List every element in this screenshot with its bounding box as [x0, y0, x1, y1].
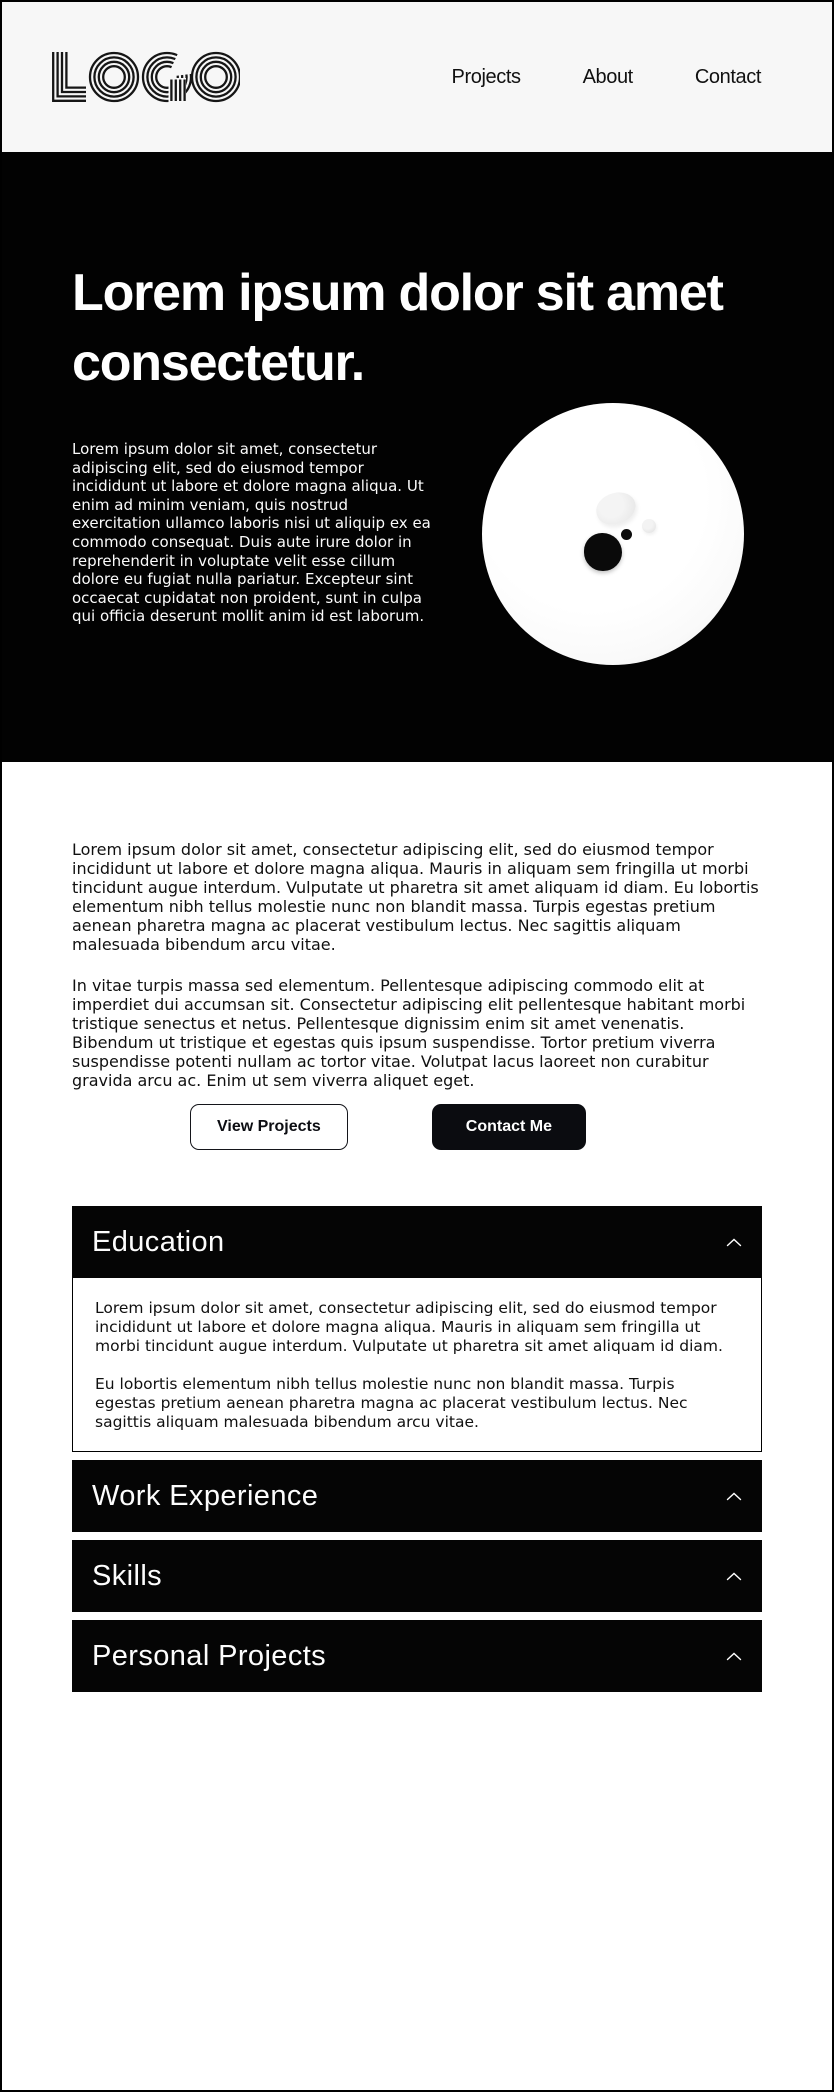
nav-link-contact[interactable]: Contact [694, 65, 761, 88]
education-paragraph-1: Lorem ipsum dolor sit amet, consectetur adipiscing elit, sed do eiusmod tempor incididunt ut labore et dolore magna aliqua. Mauris in aliquam sem fringilla ut morbi tincidunt augue interdum. Vulputate ut pharetra sit amet aliquam id diam. [95, 1299, 723, 1355]
droplet-dark-small [621, 529, 632, 540]
hero-paragraph: Lorem ipsum dolor sit amet, consectetur adipiscing elit, sed do eiusmod tempor incididunt ut labore et dolore magna aliqua. Ut enim ad minim veniam, quis nostrud exercitation ullamco laboris nisi ut aliquip ex ea commodo consequat. Duis aute irure dolor in reprehenderit in voluptate velit esse cillum dolore eu fugiat nulla pariatur. Excepteur sint occaecat cupidatat non proident, sunt in culpa qui officia deserunt mollit anim id est laborum. [72, 440, 431, 626]
accordion-title-skills: Skills [92, 1559, 163, 1592]
accordion-item-work-experience [72, 1460, 762, 1532]
hero-heading-line2: consectetur. [72, 334, 364, 392]
accordion-item-skills [72, 1540, 762, 1612]
accordion [72, 1206, 762, 1692]
site-header [2, 2, 832, 152]
logo-letter-o2 [192, 53, 240, 101]
hero-heading-line1: Lorem ipsum dolor sit amet [72, 264, 723, 322]
droplet-light-large [593, 489, 639, 529]
about-paragraph-1: Lorem ipsum dolor sit amet, consectetur adipiscing elit, sed do eiusmod tempor incididunt ut labore et dolore magna aliqua. Mauris in aliquam sem fringilla ut morbi tincidunt augue interdum. Vulputate ut pharetra sit amet aliquam id diam. Eu lobortis elementum nibh tellus molestie nunc non blandit massa. Turpis egestas pretium aenean pharetra magna ac placerat vestibulum lectus. Nec sagittis aliquam malesuada bibendum arcu vitae. [72, 840, 759, 954]
accordion-header-personal-projects[interactable] [72, 1620, 762, 1692]
accordion-title-work-experience: Work Experience [92, 1479, 319, 1512]
about-section [2, 762, 832, 1150]
chevron-up-icon [726, 1492, 742, 1501]
chevron-up-icon [726, 1652, 742, 1661]
accordion-title-education: Education [92, 1225, 225, 1258]
logo-letter-o1 [90, 53, 138, 101]
chevron-up-icon [726, 1238, 742, 1247]
hero-image [482, 403, 744, 665]
logo-letter-l [53, 52, 86, 101]
about-paragraph-2: In vitae turpis massa sed elementum. Pellentesque adipiscing commodo elit at imperdiet dui accumsan sit. Consectetur adipiscing elit pellentesque habitant morbi tristique senectus et netus. Pellentesque dignissim enim sit amet venenatis. Bibendum ut tristique et egestas quis ipsum suspendisse. Tortor pretium viverra suspendisse potenti nullam ac tortor vitae. Volutpat lacus laoreet non curabitur gravida arcu ac. Enim ut sem viverra aliquet eget. [72, 976, 746, 1090]
chevron-up-icon [726, 1572, 742, 1581]
accordion-header-skills[interactable] [72, 1540, 762, 1612]
droplet-dark-large [584, 533, 622, 571]
accordion-title-personal-projects: Personal Projects [92, 1639, 327, 1672]
nav-link-about[interactable]: About [582, 65, 633, 88]
hero-section [2, 152, 832, 762]
hero-heading [72, 258, 762, 398]
accordion-header-work-experience[interactable] [72, 1460, 762, 1532]
nav-link-projects[interactable]: Projects [451, 65, 521, 88]
main-nav [452, 66, 761, 89]
education-paragraph-2: Eu lobortis elementum nibh tellus molestie nunc non blandit massa. Turpis egestas pretium aenean pharetra magna ac placerat vestibulum lectus. Nec sagittis aliquam malesuada bibendum arcu vitae. [95, 1375, 688, 1431]
accordion-header-education[interactable] [72, 1206, 762, 1278]
accordion-item-education [72, 1206, 762, 1452]
accordion-panel-education [72, 1278, 762, 1452]
accordion-item-personal-projects [72, 1620, 762, 1692]
logo[interactable] [50, 51, 240, 103]
contact-me-button[interactable]: Contact Me [432, 1104, 586, 1150]
view-projects-button[interactable]: View Projects [190, 1104, 348, 1150]
cta-row [190, 1104, 762, 1150]
droplet-light-small [642, 519, 656, 533]
